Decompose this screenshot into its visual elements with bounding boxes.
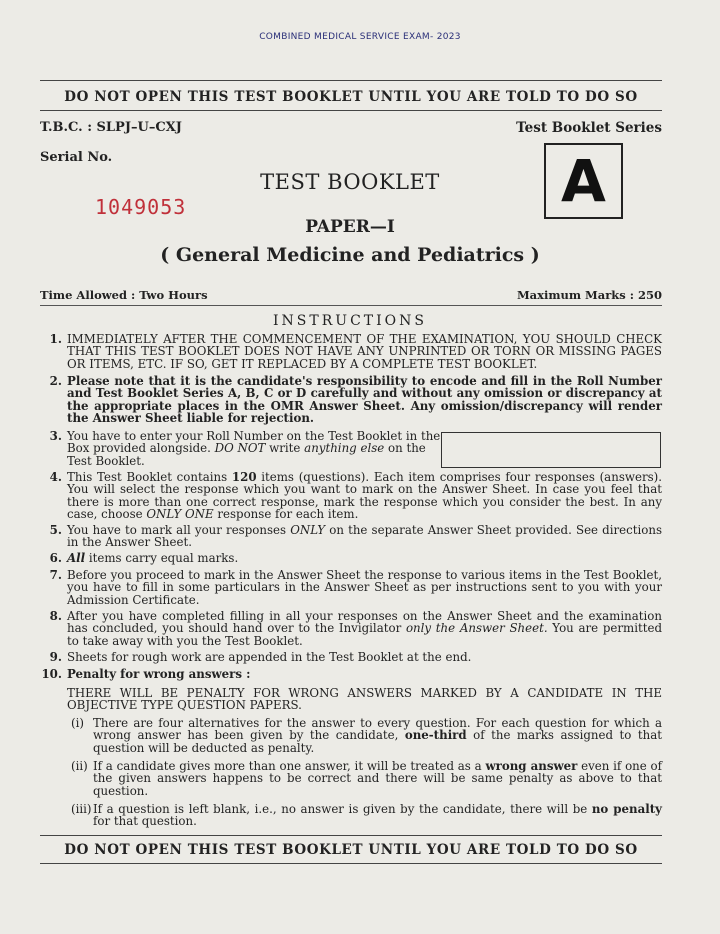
- exam-stamp: COMBINED MEDICAL SERVICE EXAM- 2023: [259, 32, 461, 42]
- bottom-warning-banner: DO NOT OPEN THIS TEST BOOKLET UNTIL YOU ARE TOLD TO DO SO: [64, 842, 638, 858]
- series-box: [544, 143, 623, 219]
- top-warning-banner: DO NOT OPEN THIS TEST BOOKLET UNTIL YOU ARE TOLD TO DO SO: [64, 89, 638, 105]
- tbc-code: T.B.C. : SLPJ–U–CXJ: [40, 120, 182, 135]
- instructions-heading: INSTRUCTIONS: [273, 313, 427, 329]
- maximum-marks: Maximum Marks : 250: [516, 288, 662, 302]
- top-rule-upper: [40, 80, 662, 81]
- time-allowed: Time Allowed : Two Hours: [40, 288, 208, 302]
- booklet-title: TEST BOOKLET: [260, 170, 440, 194]
- instructions-list: 1. IMMEDIATELY AFTER THE COMMENCEMENT OF THE EXAMINATION, YOU SHOULD CHECK THAT THIS TEST BOOKLET DOES NOT HAVE ANY UNPRINTED OR TORN OR MISSING PAGES OR ITEMS, ETC. IF SO, GET IT REPLACED BY A COMPLETE TEST BOOKLET. 2. Please note that it is the candidate's responsibility to encode and fill in the Roll Number and Test Booklet Series A, B, C or D carefully and without any omission or discrepancy at the appropriate places in the OMR Answer Sheet. Any omission/discrepancy will render the Answer Sheet liable for rejection. 3. You have to enter your Roll Number on the Test Booklet in the Box provided alongside. DO NOT write anything else on the Test Booklet. 4. This Test Booklet contains 120 items (questions). Each item comprises four responses (answers). You will select the response which you want to mark on the Answer Sheet. In case you feel that there is more than one correct response, mark the response which you consider the best. In any case, choose ONLY ONE response for each item. 5. You have to mark all your responses ONLY on the separate Answer Sheet provided. See directions in the Answer Sheet. 6. All items carry equal marks. 7. Before you proceed to mark in the Answer Sheet the response to various items in the Test Booklet, you have to fill in some particulars in the Answer Sheet as per instructions sent to you with your Admission Certificate. 8. After you have completed filling in all your responses on the Answer Sheet and the examination has concluded, you should hand over to the Invigilator only the Answer Sheet. You are permitted to take away with you the Test Booklet. 9. Sheets for rough work are appended in the Test Booklet at the end. 10. Penalty for wrong answers : THERE WILL BE PENALTY FOR WRONG ANSWERS MARKED BY A CANDIDATE IN THE OBJECTIVE TYPE QUESTION PAPERS. (i) There are four alternatives for the answer to every question. For each question for which a wrong answer has been given by the candidate, one-third of the marks assigned to that question will be deducted as penalty. (ii) If a candidate gives more than one answer, it will be treated as a wrong answer even if one of the given answers happens to be correct and there will be same penalty as above to that question. (iii) If a question is left blank, i.e., no answer is given by the candidate, there will be no penalty for that question.: [41, 332, 663, 829]
- series-letter: A: [561, 147, 606, 215]
- test-booklet-series-label: Test Booklet Series: [516, 120, 662, 136]
- subject-title: ( General Medicine and Pediatrics ): [160, 244, 540, 266]
- top-rule-lower: [40, 110, 662, 111]
- serial-number: 1049053: [95, 195, 187, 219]
- paper-title: PAPER—I: [305, 217, 395, 237]
- bottom-rule-upper: [40, 835, 662, 836]
- bottom-rule-lower: [40, 863, 662, 864]
- header-divider: [40, 305, 662, 306]
- serial-no-label: Serial No.: [40, 150, 113, 165]
